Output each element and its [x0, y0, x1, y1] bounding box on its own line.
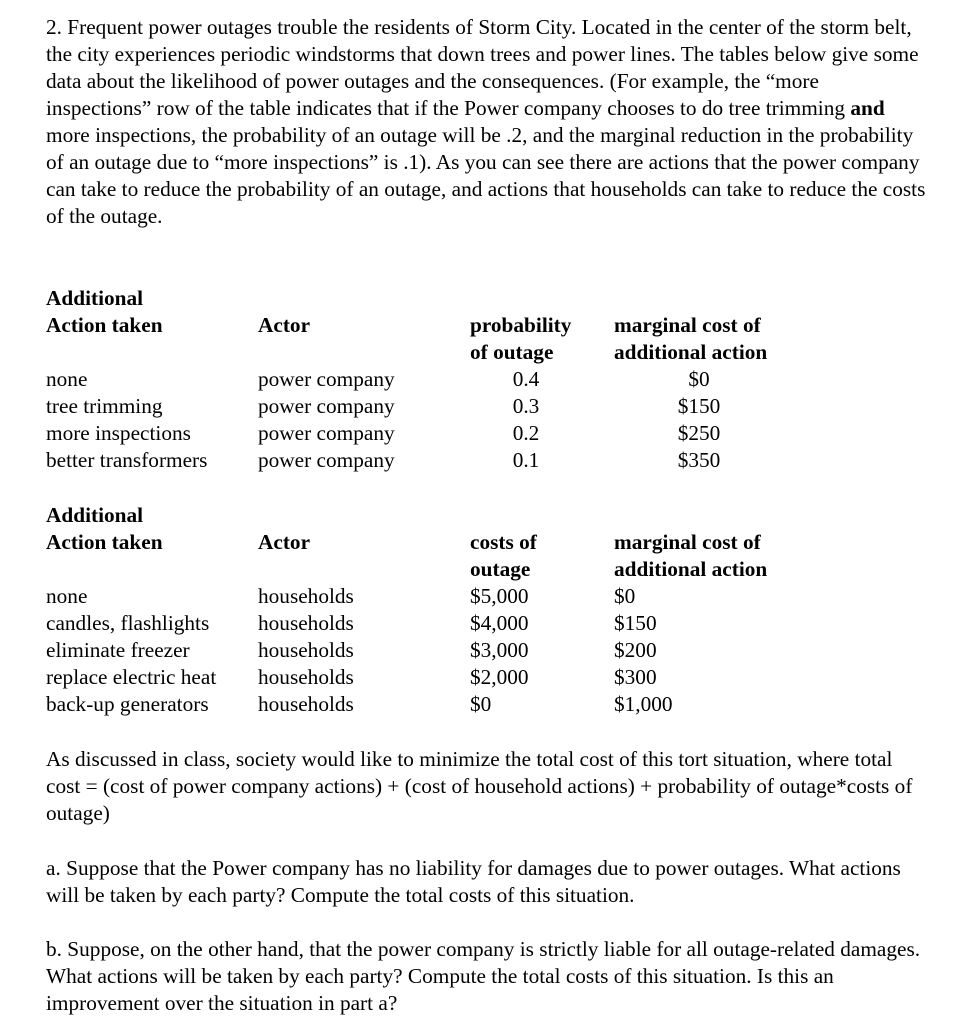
actor-cell: power company	[258, 394, 395, 418]
header-probability-line2: of outage	[470, 340, 554, 364]
intro-text-2: more inspections, the probability of an outage will be .2, and the marginal reduction in the probability of an outage due to “more inspections” is .1). As you can see there are actions that the power company can take to reduce the probability of an outage, and actions that households can take to reduce the costs of the outage.	[46, 123, 926, 228]
outage-cost-cell: $3,000	[470, 638, 529, 662]
probability-cell: 0.1	[512, 448, 540, 472]
header-action-line2: Action taken	[46, 313, 163, 337]
table-row	[46, 447, 906, 474]
table-header-row-1	[46, 285, 906, 312]
question-b: b. Suppose, on the other hand, that the power company is strictly liable for all outage-related damages. What actions will be taken by each party? Compute the total costs of this situation. Is this an improvement over the situation in part a?	[46, 937, 921, 1015]
action-cell: none	[46, 584, 88, 608]
actor-cell: households	[258, 665, 354, 689]
header-actor: Actor	[258, 313, 311, 337]
probability-cell: 0.3	[512, 394, 540, 418]
marginal-cost-cell: $150	[614, 611, 657, 635]
header-costs-line1: costs of	[470, 530, 537, 554]
action-cell: tree trimming	[46, 394, 163, 418]
marginal-cost-cell: $350	[677, 448, 721, 472]
header-actor: Actor	[258, 530, 311, 554]
header-action-line1: Additional	[46, 503, 144, 527]
table-row	[46, 637, 906, 664]
action-cell: better transformers	[46, 448, 208, 472]
table-row	[46, 610, 906, 637]
table-row	[46, 691, 906, 718]
header-probability-line1: probability	[470, 313, 572, 337]
action-cell: candles, flashlights	[46, 611, 210, 635]
header-marginal-cost-line2: additional action	[614, 340, 768, 364]
header-costs-line2: outage	[470, 557, 531, 581]
header-action-line2: Action taken	[46, 530, 163, 554]
table-row	[46, 664, 906, 691]
power-company-table	[46, 285, 906, 474]
table-header-row-3	[46, 556, 906, 583]
table-header-row-2	[46, 529, 906, 556]
action-cell: back-up generators	[46, 692, 209, 716]
households-table	[46, 502, 906, 718]
actor-cell: power company	[258, 367, 395, 391]
probability-cell: 0.2	[512, 421, 540, 445]
action-cell: replace electric heat	[46, 665, 217, 689]
table-header-row-2	[46, 312, 906, 339]
outage-cost-cell: $4,000	[470, 611, 529, 635]
intro-text-1: 2. Frequent power outages trouble the residents of Storm City. Located in the center of the storm belt, the city experiences periodic windstorms that down trees and power lines. The tables below give some data about the likelihood of power outages and the consequences. (For example, the “more inspections” row of the table indicates that if the Power company chooses to do tree trimming	[46, 15, 919, 120]
actor-cell: power company	[258, 421, 395, 445]
intro-paragraph	[46, 14, 926, 230]
header-marginal-cost-line1: marginal cost of	[614, 530, 761, 554]
marginal-cost-cell: $0	[688, 367, 710, 391]
marginal-cost-cell: $0	[614, 584, 636, 608]
marginal-cost-cell: $250	[677, 421, 721, 445]
header-marginal-cost-line1: marginal cost of	[614, 313, 761, 337]
table-header-row-3	[46, 339, 906, 366]
header-action-line1: Additional	[46, 286, 144, 310]
outage-cost-cell: $0	[470, 692, 492, 716]
actor-cell: households	[258, 611, 354, 635]
table-row	[46, 366, 906, 393]
actor-cell: households	[258, 692, 354, 716]
header-marginal-cost-line2: additional action	[614, 557, 768, 581]
actor-cell: households	[258, 638, 354, 662]
outage-cost-cell: $5,000	[470, 584, 529, 608]
action-cell: more inspections	[46, 421, 191, 445]
marginal-cost-cell: $300	[614, 665, 657, 689]
marginal-cost-cell: $200	[614, 638, 657, 662]
marginal-cost-cell: $1,000	[614, 692, 673, 716]
actor-cell: power company	[258, 448, 395, 472]
marginal-cost-cell: $150	[677, 394, 721, 418]
table-row	[46, 393, 906, 420]
total-cost-paragraph: As discussed in class, society would like to minimize the total cost of this tort situation, where total cost = (cost of power company actions) + (cost of household actions) + probability of outage*costs of outage)	[46, 747, 913, 825]
table-row	[46, 583, 906, 610]
table-header-row-1	[46, 502, 906, 529]
action-cell: none	[46, 367, 88, 391]
table-row	[46, 420, 906, 447]
intro-bold-and: and	[850, 96, 885, 120]
question-a: a. Suppose that the Power company has no liability for damages due to power outages. What actions will be taken by each party? Compute the total costs of this situation.	[46, 856, 901, 907]
actor-cell: households	[258, 584, 354, 608]
outage-cost-cell: $2,000	[470, 665, 529, 689]
action-cell: eliminate freezer	[46, 638, 190, 662]
probability-cell: 0.4	[512, 367, 540, 391]
